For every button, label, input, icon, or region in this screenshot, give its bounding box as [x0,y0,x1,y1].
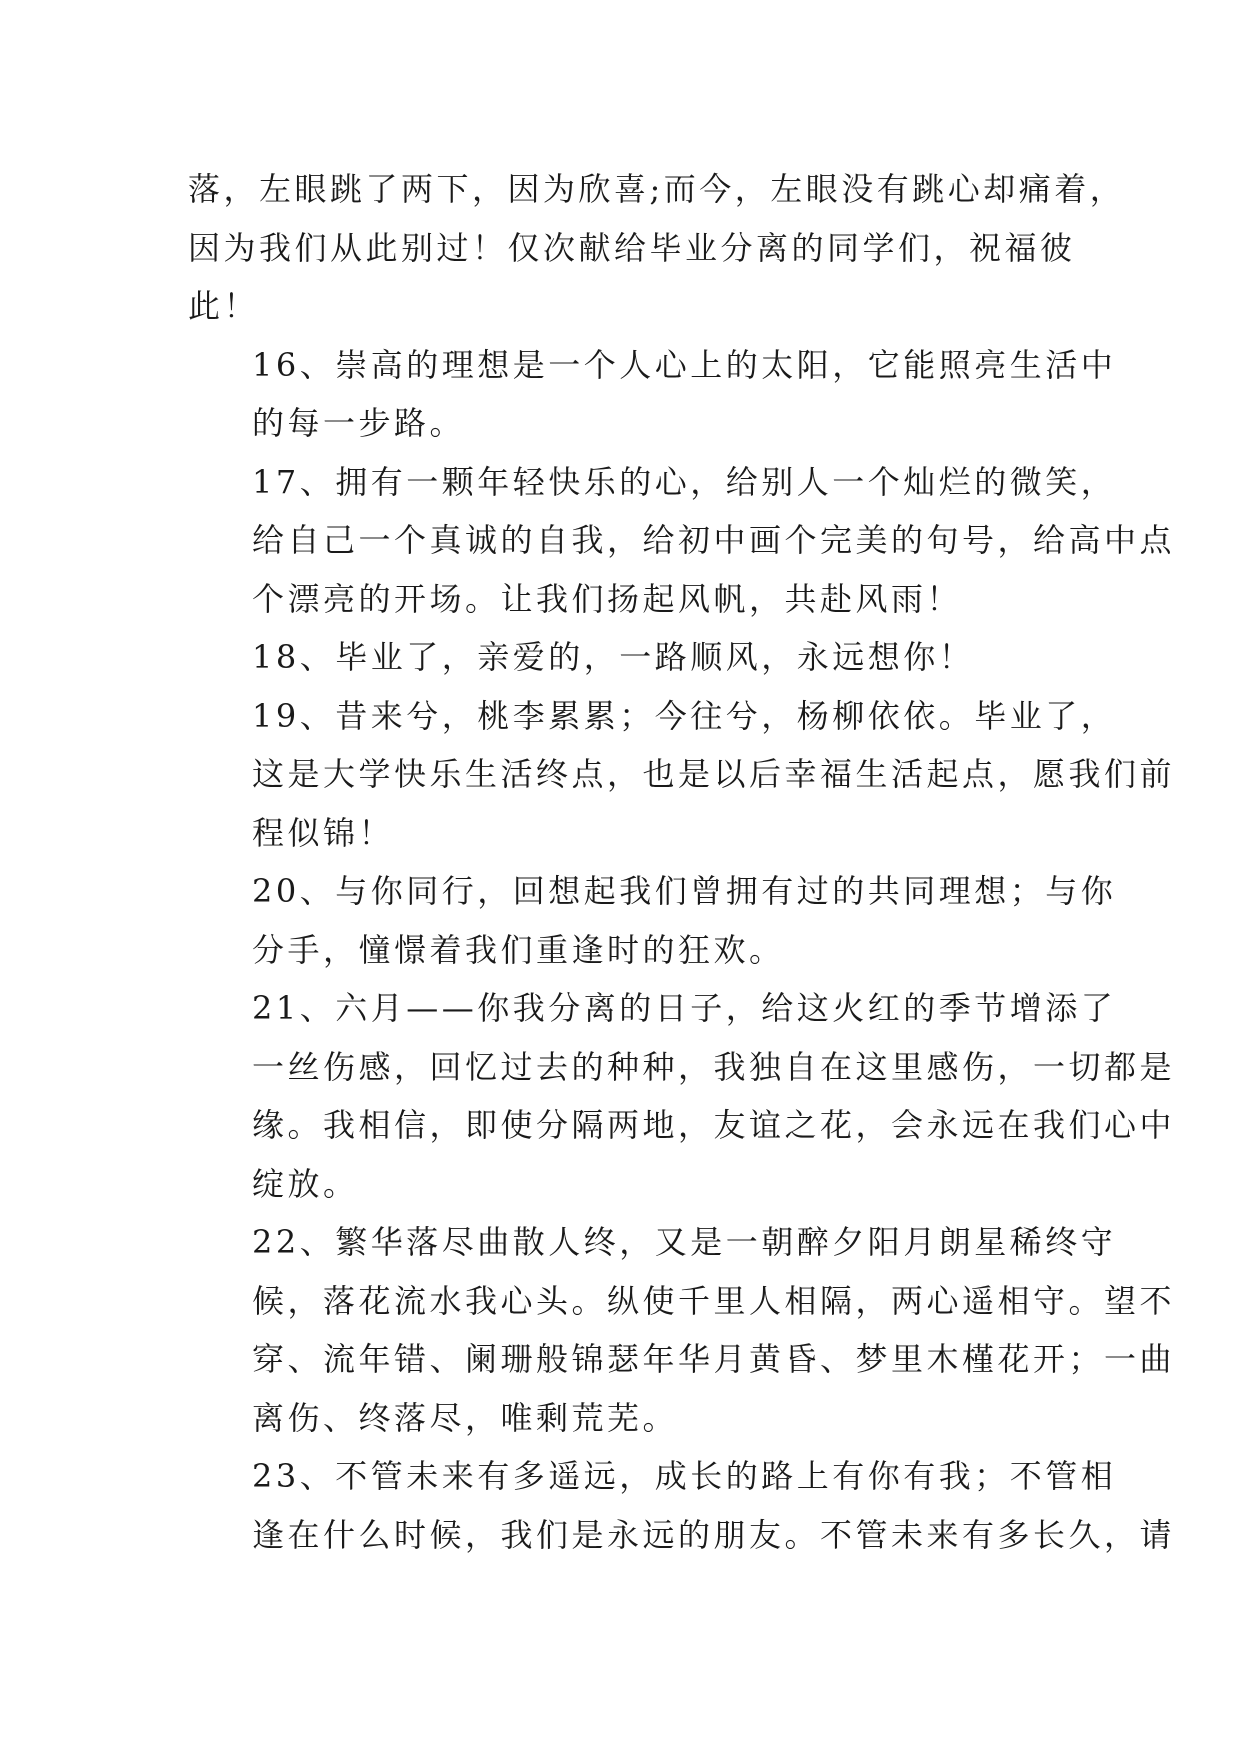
text-line: 因为我们从此别过！仅次献给毕业分离的同学们，祝福彼 [188,228,1076,267]
text-line: 分手，憧憬着我们重逢时的狂欢。 [252,930,785,969]
text-line: 离伤、终落尽，唯剩荒芜。 [252,1398,679,1437]
paragraph-20 [188,862,1117,979]
paragraph-15-continuation [188,160,1126,336]
text-line: 22、繁华落尽曲散人终，又是一朝醉夕阳月朗星稀终守 [252,1223,1117,1261]
paragraph-19 [188,687,1176,863]
paragraph-17 [188,453,1176,629]
text-line: 21、六月——你我分离的日子，给这火红的季节增添了 [252,989,1117,1027]
text-line: 缘。我相信，即使分隔两地，友谊之花，会永远在我们心中 [252,1106,1176,1144]
text-line: 候，落花流水我心头。纵使千里人相隔，两心遥相守。望不 [252,1281,1176,1320]
text-line: 程似锦！ [252,813,395,852]
text-line: 18、毕业了，亲爱的，一路顺风，永远想你！ [252,638,975,676]
text-line: 个漂亮的开场。让我们扬起风帆，共赴风雨！ [252,579,963,618]
text-line: 落，左眼跳了两下，因为欣喜;而今，左眼没有跳心却痛着， [188,170,1126,208]
text-line: 逢在什么时候，我们是永远的朋友。不管未来有多长久，请 [252,1515,1176,1554]
text-line: 绽放。 [252,1164,359,1203]
document-page [188,160,1176,1564]
text-line: 17、拥有一颗年轻快乐的心，给别人一个灿烂的微笑， [252,462,1117,501]
text-line: 16、崇高的理想是一个人心上的太阳，它能照亮生活中 [252,345,1117,384]
paragraph-16 [188,336,1117,453]
paragraph-23 [188,1447,1176,1564]
paragraph-18 [188,628,1088,687]
paragraph-22 [188,1213,1176,1447]
text-line: 20、与你同行，回想起我们曾拥有过的共同理想；与你 [252,872,1117,910]
text-line: 23、不管未来有多遥远，成长的路上有你有我；不管相 [252,1457,1117,1495]
text-line: 一丝伤感，回忆过去的种种，我独自在这里感伤，一切都是 [252,1047,1176,1086]
text-line: 给自己一个真诚的自我，给初中画个完美的句号，给高中点 [252,521,1176,559]
paragraph-21 [188,979,1176,1213]
text-line: 19、昔来兮，桃李累累；今往兮，杨柳依依。毕业了， [252,696,1117,735]
text-line: 穿、流年错、阑珊般锦瑟年华月黄昏、梦里木槿花开；一曲 [252,1340,1176,1378]
text-line: 这是大学快乐生活终点，也是以后幸福生活起点，愿我们前 [252,755,1176,793]
text-line: 此！ [188,287,260,325]
text-line: 的每一步路。 [252,404,466,442]
